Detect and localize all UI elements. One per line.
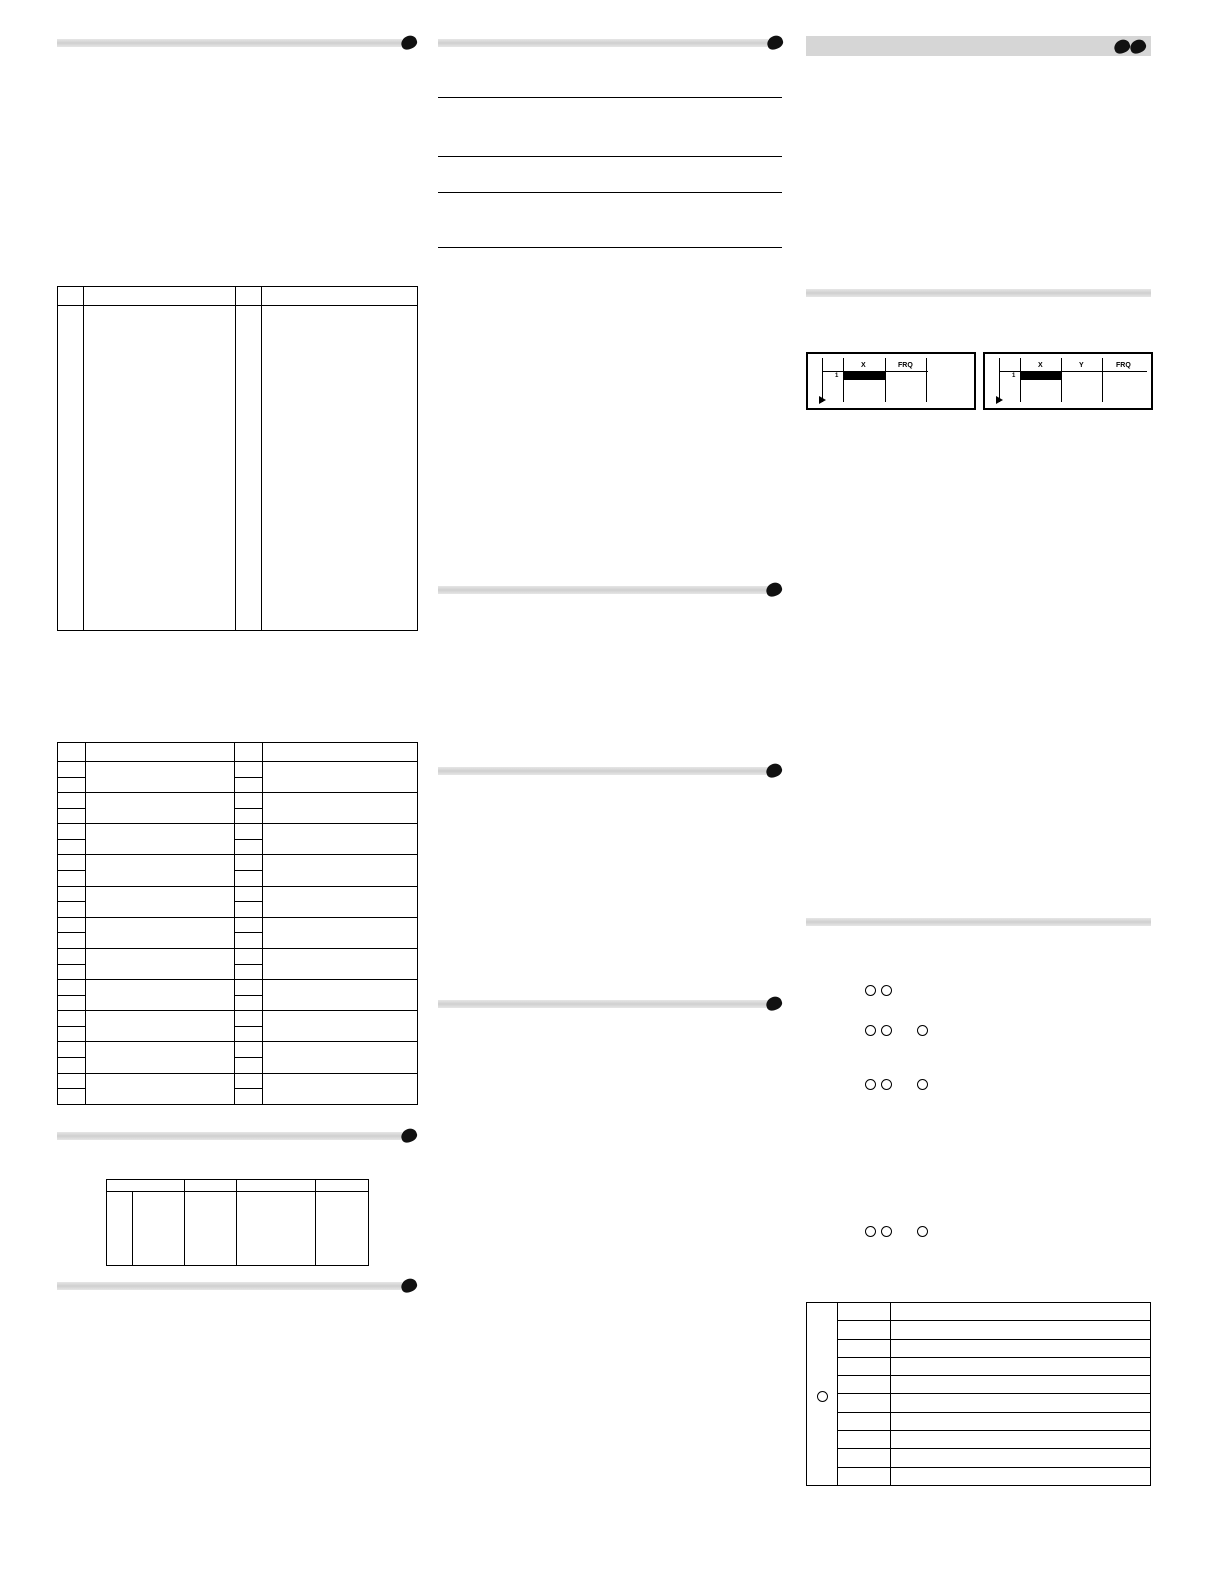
circle-key-icon (865, 985, 876, 996)
section-marker-icon (399, 1277, 418, 1295)
circle-key-icon (881, 1226, 892, 1237)
table-row (807, 1449, 1151, 1467)
table-row (807, 1394, 1151, 1412)
section-header-bar (806, 918, 1151, 926)
column-header: FRQ (898, 362, 913, 369)
table-row (807, 1467, 1151, 1485)
table-row (58, 980, 418, 996)
table-row (58, 1011, 418, 1027)
divider (438, 97, 782, 98)
table-row (58, 793, 418, 809)
section-header-bar (57, 1282, 402, 1290)
table-row (107, 1192, 369, 1266)
section-header-bar (57, 39, 402, 47)
circle-key-icon (917, 1025, 928, 1036)
table-row (58, 1042, 418, 1058)
row-number: 1 (835, 373, 839, 379)
column-header: Y (1079, 362, 1084, 369)
calculator-screen-paired-variable (983, 352, 1153, 410)
table-row (58, 306, 418, 631)
section-header-bar (438, 39, 768, 47)
table-1 (57, 286, 418, 631)
table-row (807, 1357, 1151, 1375)
circle-key-icon (881, 1079, 892, 1090)
table-row (807, 1303, 1151, 1321)
section-marker-icon (399, 1127, 418, 1145)
table-row (58, 917, 418, 933)
table-row (807, 1412, 1151, 1430)
table-row (807, 1321, 1151, 1339)
column-header: X (1038, 362, 1043, 369)
circle-key-icon (881, 985, 892, 996)
section-marker-icon (764, 762, 783, 780)
table-row (58, 948, 418, 964)
section-marker-icon (764, 995, 783, 1013)
divider (438, 192, 782, 193)
cursor-cell (1021, 372, 1061, 380)
scroll-arrow-icon (996, 396, 1003, 404)
circle-key-icon (881, 1025, 892, 1036)
table-row (58, 855, 418, 871)
table-row (58, 824, 418, 840)
section-header-band (806, 36, 1151, 56)
circle-key-icon (865, 1226, 876, 1237)
section-header-bar (57, 1132, 402, 1140)
section-header-bar (438, 767, 768, 775)
table-header-row (107, 1180, 369, 1192)
scroll-arrow-icon (819, 396, 826, 404)
calculator-screen-single-variable (806, 352, 976, 410)
section-header-bar (438, 1000, 768, 1008)
table-row (58, 762, 418, 778)
table-row (58, 886, 418, 902)
circle-key-icon (917, 1079, 928, 1090)
circle-key-icon (865, 1079, 876, 1090)
table-row (58, 1073, 418, 1089)
table-3 (106, 1179, 369, 1266)
divider (438, 247, 782, 248)
section-header-bar (806, 289, 1151, 297)
section-header-bar (438, 586, 768, 594)
table-2 (57, 742, 418, 1105)
table-row (807, 1376, 1151, 1394)
section-marker-icon (399, 34, 418, 52)
section-marker-icon (764, 581, 783, 599)
divider (438, 156, 782, 157)
table-header-row (58, 743, 418, 762)
circle-key-icon (817, 1391, 828, 1402)
table-4 (806, 1302, 1151, 1486)
table-header-row (58, 287, 418, 306)
column-header: FRQ (1116, 362, 1131, 369)
circle-key-icon (865, 1025, 876, 1036)
table-row (807, 1431, 1151, 1449)
table-row (807, 1339, 1151, 1357)
section-marker-icon (765, 34, 784, 52)
circle-key-icon (917, 1226, 928, 1237)
column-header: X (861, 362, 866, 369)
cursor-cell (844, 372, 885, 380)
row-number: 1 (1012, 373, 1016, 379)
